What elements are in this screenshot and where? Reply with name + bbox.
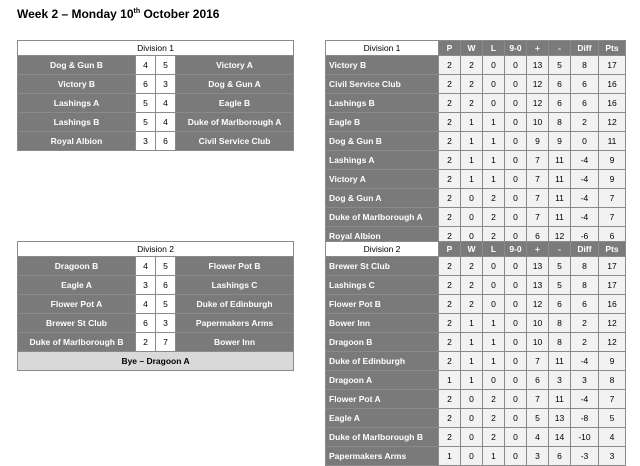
stat-cell: 16 — [599, 94, 626, 113]
stat-cell: 13 — [527, 257, 549, 276]
fixture-row — [18, 257, 294, 276]
team-name: Duke of Marlborough B — [326, 428, 439, 447]
stat-cell: 2 — [461, 276, 483, 295]
stat-cell: 11 — [549, 352, 571, 371]
fixture-row — [18, 113, 294, 132]
col-p: P — [439, 242, 461, 257]
stat-cell: 2 — [439, 132, 461, 151]
stat-cell: 0 — [505, 151, 527, 170]
stat-cell: 0 — [505, 75, 527, 94]
fixtures-title: Division 1 — [18, 41, 294, 56]
stat-cell: 11 — [549, 170, 571, 189]
stat-cell: 2 — [439, 352, 461, 371]
page-heading — [17, 7, 219, 21]
table-header-row — [326, 41, 626, 56]
stat-cell: 0 — [505, 390, 527, 409]
stat-cell: 7 — [599, 208, 626, 227]
fixture-row — [18, 75, 294, 94]
stat-cell: 17 — [599, 276, 626, 295]
stat-cell: 12 — [527, 75, 549, 94]
stat-cell: -4 — [571, 170, 599, 189]
stat-cell: 6 — [599, 227, 626, 246]
col-pts: Pts — [599, 41, 626, 56]
stat-cell: 2 — [439, 333, 461, 352]
stat-cell: 2 — [483, 189, 505, 208]
stat-cell: 2 — [439, 409, 461, 428]
stat-cell: 0 — [505, 56, 527, 75]
stat-cell: 7 — [527, 390, 549, 409]
stat-cell: 2 — [571, 113, 599, 132]
stat-cell: 7 — [527, 170, 549, 189]
stat-cell: 7 — [527, 151, 549, 170]
stat-cell: -8 — [571, 409, 599, 428]
stat-cell: 0 — [483, 56, 505, 75]
table-title: Division 1 — [326, 41, 439, 56]
stat-cell: 0 — [505, 314, 527, 333]
stat-cell: 0 — [483, 371, 505, 390]
stat-cell: 10 — [527, 113, 549, 132]
fixtures-division-1 — [17, 40, 294, 151]
stat-cell: 1 — [483, 170, 505, 189]
stat-cell: 6 — [549, 447, 571, 466]
stat-cell: 2 — [439, 113, 461, 132]
stat-cell: 1 — [439, 447, 461, 466]
stat-cell: -6 — [571, 227, 599, 246]
stat-cell: 2 — [439, 94, 461, 113]
stat-cell: 13 — [527, 276, 549, 295]
col-l: L — [483, 242, 505, 257]
stat-cell: 1 — [461, 371, 483, 390]
home-score: 5 — [136, 94, 156, 113]
home-score: 3 — [136, 132, 156, 151]
stat-cell: 2 — [461, 56, 483, 75]
col-plus: + — [527, 242, 549, 257]
team-name: Flower Pot B — [326, 295, 439, 314]
stat-cell: 7 — [527, 208, 549, 227]
team-name: Flower Pot A — [326, 390, 439, 409]
stat-cell: 16 — [599, 75, 626, 94]
stat-cell: 0 — [483, 94, 505, 113]
stat-cell: 0 — [483, 295, 505, 314]
team-name: Brewer St Club — [326, 257, 439, 276]
stat-cell: 2 — [483, 390, 505, 409]
table-row — [326, 170, 626, 189]
stat-cell: 11 — [549, 390, 571, 409]
table-row — [326, 94, 626, 113]
team-name: Victory A — [326, 170, 439, 189]
table-row — [326, 352, 626, 371]
stat-cell: 0 — [505, 447, 527, 466]
col-diff: Diff — [571, 242, 599, 257]
fixture-row — [18, 132, 294, 151]
fixture-row — [18, 56, 294, 75]
stat-cell: 12 — [527, 94, 549, 113]
stat-cell: 2 — [461, 75, 483, 94]
stat-cell: 11 — [549, 189, 571, 208]
stat-cell: 0 — [505, 132, 527, 151]
fixture-row — [18, 314, 294, 333]
home-score: 5 — [136, 113, 156, 132]
home-score: 4 — [136, 295, 156, 314]
home-score: 4 — [136, 257, 156, 276]
stat-cell: 5 — [549, 257, 571, 276]
stat-cell: 2 — [439, 295, 461, 314]
table-row — [326, 208, 626, 227]
table-row — [326, 257, 626, 276]
stat-cell: 10 — [527, 333, 549, 352]
away-team: Dog & Gun A — [176, 75, 294, 94]
stat-cell: 1 — [483, 314, 505, 333]
fixture-row — [18, 333, 294, 352]
stat-cell: 14 — [549, 428, 571, 447]
table-row — [326, 333, 626, 352]
stat-cell: 2 — [483, 428, 505, 447]
away-score: 4 — [156, 94, 176, 113]
stat-cell: 2 — [439, 170, 461, 189]
home-score: 2 — [136, 333, 156, 352]
stat-cell: 6 — [571, 295, 599, 314]
away-team: Eagle B — [176, 94, 294, 113]
stat-cell: 8 — [549, 113, 571, 132]
col-minus: - — [549, 242, 571, 257]
stat-cell: 1 — [461, 132, 483, 151]
stat-cell: -4 — [571, 151, 599, 170]
stat-cell: -4 — [571, 390, 599, 409]
stat-cell: 9 — [527, 132, 549, 151]
table-body — [326, 257, 626, 466]
stat-cell: 2 — [439, 189, 461, 208]
stat-cell: 8 — [549, 333, 571, 352]
stat-cell: 0 — [505, 227, 527, 246]
home-team: Flower Pot A — [18, 295, 136, 314]
table-row — [326, 447, 626, 466]
bye-row — [18, 352, 294, 371]
home-team: Royal Albion — [18, 132, 136, 151]
stat-cell: 2 — [571, 333, 599, 352]
home-team: Victory B — [18, 75, 136, 94]
away-team: Civil Service Club — [176, 132, 294, 151]
stat-cell: 7 — [599, 390, 626, 409]
col-w: W — [461, 242, 483, 257]
stat-cell: 1 — [461, 113, 483, 132]
stat-cell: 2 — [439, 56, 461, 75]
stat-cell: 2 — [461, 94, 483, 113]
stat-cell: 0 — [461, 409, 483, 428]
fixture-row — [18, 276, 294, 295]
stat-cell: 0 — [461, 208, 483, 227]
heading-prefix: Week 2 – Monday 10 — [17, 7, 134, 21]
home-team: Lashings B — [18, 113, 136, 132]
col-l: L — [483, 41, 505, 56]
away-score: 6 — [156, 276, 176, 295]
away-team: Duke of Edinburgh — [176, 295, 294, 314]
stat-cell: 2 — [439, 208, 461, 227]
stat-cell: 9 — [599, 170, 626, 189]
col-diff: Diff — [571, 41, 599, 56]
stat-cell: 3 — [599, 447, 626, 466]
team-name: Lashings C — [326, 276, 439, 295]
stat-cell: 0 — [461, 428, 483, 447]
stat-cell: 1 — [483, 352, 505, 371]
stat-cell: 1 — [461, 170, 483, 189]
stat-cell: -10 — [571, 428, 599, 447]
table-row — [326, 390, 626, 409]
stat-cell: 3 — [571, 371, 599, 390]
stat-cell: 0 — [505, 208, 527, 227]
stat-cell: 1 — [483, 447, 505, 466]
table-row — [326, 276, 626, 295]
stat-cell: 0 — [505, 276, 527, 295]
team-name: Eagle A — [326, 409, 439, 428]
stat-cell: 1 — [439, 371, 461, 390]
stat-cell: 1 — [461, 333, 483, 352]
stat-cell: 2 — [439, 151, 461, 170]
stat-cell: 2 — [483, 409, 505, 428]
stat-cell: 12 — [527, 295, 549, 314]
table-row — [326, 113, 626, 132]
stat-cell: 0 — [505, 170, 527, 189]
fixture-row — [18, 94, 294, 113]
stat-cell: 0 — [461, 227, 483, 246]
away-score: 5 — [156, 56, 176, 75]
stat-cell: 0 — [483, 75, 505, 94]
table-row — [326, 295, 626, 314]
league-table-division-1 — [325, 40, 626, 246]
fixture-row — [18, 295, 294, 314]
stat-cell: 0 — [461, 447, 483, 466]
home-team: Lashings A — [18, 94, 136, 113]
heading-sup: th — [133, 8, 141, 15]
stat-cell: 9 — [599, 352, 626, 371]
stat-cell: 3 — [527, 447, 549, 466]
stat-cell: 6 — [549, 94, 571, 113]
col-minus: - — [549, 41, 571, 56]
stat-cell: 6 — [527, 371, 549, 390]
stat-cell: 10 — [527, 314, 549, 333]
stat-cell: 2 — [439, 227, 461, 246]
home-score: 4 — [136, 56, 156, 75]
stat-cell: 8 — [571, 56, 599, 75]
stat-cell: 1 — [483, 132, 505, 151]
col-w: W — [461, 41, 483, 56]
away-team: Duke of Marlborough A — [176, 113, 294, 132]
stat-cell: 0 — [483, 257, 505, 276]
stat-cell: 2 — [439, 390, 461, 409]
table-row — [326, 132, 626, 151]
team-name: Royal Albion — [326, 227, 439, 246]
stat-cell: 2 — [439, 257, 461, 276]
team-name: Lashings A — [326, 151, 439, 170]
stat-cell: -3 — [571, 447, 599, 466]
stat-cell: 5 — [549, 56, 571, 75]
stat-cell: 2 — [483, 227, 505, 246]
team-name: Victory B — [326, 56, 439, 75]
table-row — [326, 151, 626, 170]
stat-cell: 0 — [505, 295, 527, 314]
stat-cell: 6 — [571, 75, 599, 94]
stat-cell: 0 — [571, 132, 599, 151]
stat-cell: 0 — [505, 352, 527, 371]
table-header-row — [326, 242, 626, 257]
stat-cell: 0 — [505, 428, 527, 447]
table-row — [326, 314, 626, 333]
away-score: 4 — [156, 113, 176, 132]
stat-cell: -4 — [571, 352, 599, 371]
home-team: Brewer St Club — [18, 314, 136, 333]
stat-cell: 17 — [599, 56, 626, 75]
stat-cell: 0 — [505, 257, 527, 276]
away-score: 6 — [156, 132, 176, 151]
stat-cell: 2 — [461, 257, 483, 276]
stat-cell: 5 — [599, 409, 626, 428]
table-row — [326, 428, 626, 447]
home-team: Dragoon B — [18, 257, 136, 276]
table-row — [326, 371, 626, 390]
table-title: Division 2 — [326, 242, 439, 257]
table-body — [326, 56, 626, 246]
away-team: Papermakers Arms — [176, 314, 294, 333]
stat-cell: 0 — [461, 189, 483, 208]
league-table-division-2 — [325, 241, 626, 466]
stat-cell: 12 — [599, 314, 626, 333]
stat-cell: 1 — [483, 333, 505, 352]
team-name: Lashings B — [326, 94, 439, 113]
stat-cell: 11 — [599, 132, 626, 151]
stat-cell: 13 — [527, 56, 549, 75]
stat-cell: 9 — [599, 151, 626, 170]
fixtures-title: Division 2 — [18, 242, 294, 257]
heading-suffix: October 2016 — [140, 7, 220, 21]
stat-cell: 1 — [461, 314, 483, 333]
stat-cell: 2 — [439, 276, 461, 295]
stat-cell: 7 — [527, 352, 549, 371]
away-team: Lashings C — [176, 276, 294, 295]
stat-cell: 5 — [527, 409, 549, 428]
stat-cell: 2 — [439, 75, 461, 94]
col-9-0: 9-0 — [505, 41, 527, 56]
team-name: Dog & Gun B — [326, 132, 439, 151]
stat-cell: 0 — [483, 276, 505, 295]
away-team: Flower Pot B — [176, 257, 294, 276]
away-score: 5 — [156, 295, 176, 314]
stat-cell: 13 — [549, 409, 571, 428]
bye-text: Bye – Dragoon A — [18, 352, 294, 371]
stat-cell: 0 — [505, 189, 527, 208]
stat-cell: -4 — [571, 189, 599, 208]
stat-cell: 11 — [549, 151, 571, 170]
col-9-0: 9-0 — [505, 242, 527, 257]
stat-cell: 12 — [599, 333, 626, 352]
stat-cell: 8 — [571, 276, 599, 295]
stat-cell: 7 — [599, 189, 626, 208]
stat-cell: 6 — [527, 227, 549, 246]
away-score: 3 — [156, 314, 176, 333]
stat-cell: 1 — [483, 113, 505, 132]
stat-cell: 2 — [439, 314, 461, 333]
stat-cell: 0 — [505, 94, 527, 113]
team-name: Dragoon A — [326, 371, 439, 390]
home-score: 6 — [136, 314, 156, 333]
stat-cell: 0 — [505, 371, 527, 390]
team-name: Dragoon B — [326, 333, 439, 352]
stat-cell: 17 — [599, 257, 626, 276]
home-team: Eagle A — [18, 276, 136, 295]
stat-cell: 0 — [505, 113, 527, 132]
home-score: 3 — [136, 276, 156, 295]
stat-cell: 2 — [439, 428, 461, 447]
stat-cell: 8 — [549, 314, 571, 333]
stat-cell: 16 — [599, 295, 626, 314]
stat-cell: 9 — [549, 132, 571, 151]
stat-cell: 6 — [549, 295, 571, 314]
home-score: 6 — [136, 75, 156, 94]
stat-cell: -4 — [571, 208, 599, 227]
away-score: 7 — [156, 333, 176, 352]
stat-cell: 8 — [599, 371, 626, 390]
team-name: Bower Inn — [326, 314, 439, 333]
home-team: Dog & Gun B — [18, 56, 136, 75]
fixtures-division-2 — [17, 241, 294, 371]
stat-cell: 0 — [505, 333, 527, 352]
stat-cell: 2 — [461, 295, 483, 314]
team-name: Civil Service Club — [326, 75, 439, 94]
away-team: Victory A — [176, 56, 294, 75]
team-name: Duke of Marlborough A — [326, 208, 439, 227]
stat-cell: 0 — [505, 409, 527, 428]
away-score: 5 — [156, 257, 176, 276]
stat-cell: 1 — [483, 151, 505, 170]
table-row — [326, 409, 626, 428]
stat-cell: 2 — [571, 314, 599, 333]
stat-cell: 1 — [461, 151, 483, 170]
away-team: Bower Inn — [176, 333, 294, 352]
stat-cell: 4 — [599, 428, 626, 447]
team-name: Papermakers Arms — [326, 447, 439, 466]
team-name: Dog & Gun A — [326, 189, 439, 208]
stat-cell: 6 — [549, 75, 571, 94]
stat-cell: 3 — [549, 371, 571, 390]
stat-cell: 12 — [599, 113, 626, 132]
stat-cell: 1 — [461, 352, 483, 371]
stat-cell: 5 — [549, 276, 571, 295]
stat-cell: 2 — [483, 208, 505, 227]
stat-cell: 6 — [571, 94, 599, 113]
table-row — [326, 56, 626, 75]
home-team: Duke of Marlborough B — [18, 333, 136, 352]
team-name: Eagle B — [326, 113, 439, 132]
col-pts: Pts — [599, 242, 626, 257]
stat-cell: 11 — [549, 208, 571, 227]
stat-cell: 12 — [549, 227, 571, 246]
stat-cell: 8 — [571, 257, 599, 276]
stat-cell: 0 — [461, 390, 483, 409]
away-score: 3 — [156, 75, 176, 94]
col-plus: + — [527, 41, 549, 56]
team-name: Duke of Edinburgh — [326, 352, 439, 371]
stat-cell: 4 — [527, 428, 549, 447]
table-row — [326, 75, 626, 94]
col-p: P — [439, 41, 461, 56]
stat-cell: 7 — [527, 189, 549, 208]
table-row — [326, 189, 626, 208]
